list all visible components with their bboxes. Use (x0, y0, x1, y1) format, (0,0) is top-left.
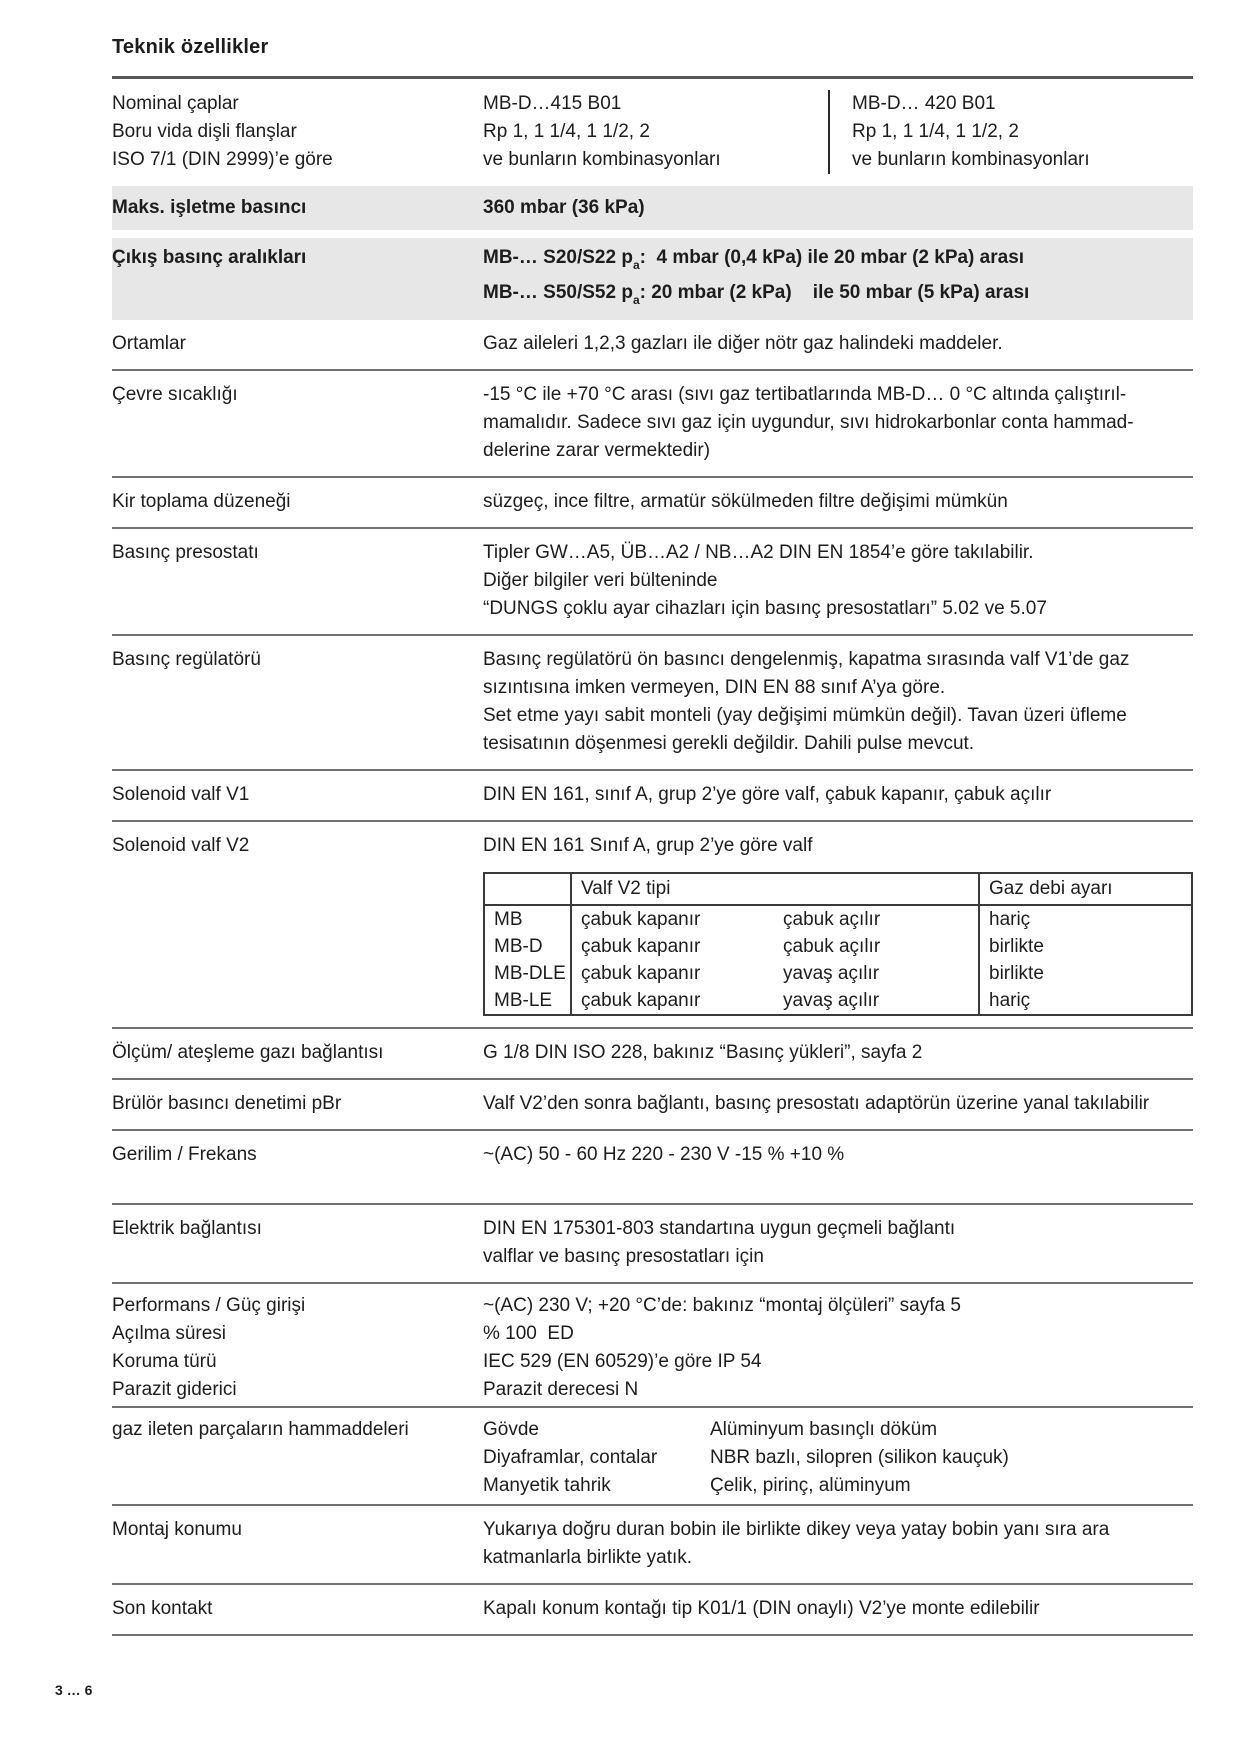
row-value (483, 1595, 1193, 1623)
value-line: tesisatının döşenmesi gerekli değildir. Dahili pulse mevcut. (483, 733, 975, 754)
row-label: Solenoid valf V1 (112, 784, 250, 805)
closing-behavior: çabuk kapanır (581, 936, 701, 957)
row-label: Kir toplama düzeneği (112, 491, 291, 512)
value-line: ve bunların kombinasyonları (483, 149, 721, 170)
label-line: Boru vida dişli flanşlar (112, 121, 297, 142)
value-line: Set etme yayı sabit monteli (yay değişimi mümkün değil). Tavan üzeri üfleme (483, 705, 1127, 726)
table-cell-model: MB (494, 909, 523, 930)
row-value (483, 1416, 1193, 1500)
value-line: Kapalı konum kontağı tip K01/1 (DIN onaylı) V2’ye monte edilebilir (483, 1598, 1040, 1619)
value-line: sızıntısına imken vermeyen, DIN EN 88 sınıf A’ya göre. (483, 677, 946, 698)
row-label: Brülör basıncı denetimi pBr (112, 1093, 342, 1114)
valve-type-table (483, 872, 1193, 1016)
value-text: MB-… S20/S22 p (483, 247, 633, 268)
value-line: süzgeç, ince filtre, armatür sökülmeden filtre değişimi mümkün (483, 491, 1008, 512)
value-line: “DUNGS çoklu ayar cihazları için basınç presostatları” 5.02 ve 5.07 (483, 598, 1047, 619)
value-line: Rp 1, 1 1/4, 1 1/2, 2 (852, 121, 1019, 142)
spec-table (112, 0, 1193, 1636)
material-item (483, 1444, 1193, 1472)
row-measurement-ignition-connection (112, 1029, 1193, 1080)
value-line: valflar ve basınç presostatları için (483, 1246, 764, 1267)
closing-behavior: çabuk kapanır (581, 909, 701, 930)
page-number: 3 … 6 (55, 1682, 93, 1698)
opening-behavior: çabuk açılır (783, 909, 881, 930)
value-line: DIN EN 161, sınıf A, grup 2’ye göre valf, çabuk kapanır, çabuk açılır (483, 784, 1052, 805)
row-label: Son kontakt (112, 1598, 213, 1619)
table-cell-type (570, 960, 980, 987)
value-line: delerine zarar vermektedir) (483, 440, 711, 461)
value-line: DIN EN 161 Sınıf A, grup 2’ye göre valf (483, 835, 813, 856)
row-value (483, 832, 1193, 1016)
closing-behavior: çabuk kapanır (581, 990, 701, 1011)
value-line: Parazit derecesi N (483, 1379, 639, 1400)
value-text: MB-… S50/S52 p (483, 282, 633, 303)
value-line: G 1/8 DIN ISO 228, bakınız “Basınç yükleri”, sayfa 2 (483, 1042, 923, 1063)
table-cell-type (570, 987, 980, 1014)
label-line: Parazit giderici (112, 1379, 237, 1400)
opening-behavior: yavaş açılır (783, 963, 880, 984)
row-label: Montaj konumu (112, 1519, 242, 1540)
table-cell-type (570, 933, 980, 960)
material-name: Alüminyum basınçlı döküm (710, 1419, 938, 1440)
value-line: Yukarıya doğru duran bobin ile birlikte dikey veya yatay bobin yanı sıra ara (483, 1519, 1110, 1540)
subscript-a: a (632, 258, 640, 272)
opening-behavior: yavaş açılır (783, 990, 880, 1011)
value-line: DIN EN 175301-803 standartına uygun geçmeli bağlantı (483, 1218, 956, 1239)
row-voltage-frequency (112, 1131, 1193, 1205)
value-line (483, 279, 1193, 314)
row-label: Çevre sıcaklığı (112, 384, 238, 405)
material-name: NBR bazlı, silopren (silikon kauçuk) (710, 1447, 1009, 1468)
value-line: Diğer bilgiler veri bülteninde (483, 570, 718, 591)
row-media (112, 320, 1193, 371)
table-cell-flow: hariç (989, 990, 1031, 1011)
row-label (112, 1292, 483, 1404)
row-pressure-switch (112, 529, 1193, 636)
row-gas-wetted-materials (112, 1408, 1193, 1506)
value-line: ~(AC) 50 - 60 Hz 220 - 230 V -15 % +10 % (483, 1144, 845, 1165)
opening-behavior: çabuk açılır (783, 936, 881, 957)
value-line: Rp 1, 1 1/4, 1 1/2, 2 (483, 121, 650, 142)
row-end-contact (112, 1585, 1193, 1636)
row-electrical-connection (112, 1205, 1193, 1284)
row-solenoid-valve-v1 (112, 771, 1193, 822)
row-value (483, 539, 1193, 623)
label-line: Koruma türü (112, 1351, 217, 1372)
row-mounting-position (112, 1506, 1193, 1585)
row-burner-pressure-control (112, 1080, 1193, 1131)
row-label: Solenoid valf V2 (112, 835, 250, 856)
row-value (483, 646, 1193, 758)
row-solenoid-valve-v2 (112, 822, 1193, 1029)
material-part: Manyetik tahrik (483, 1475, 611, 1496)
row-label (112, 90, 483, 174)
row-value (483, 1516, 1193, 1572)
row-value (483, 381, 1193, 465)
row-pressure-regulator (112, 636, 1193, 771)
table-cell-flow: hariç (989, 909, 1031, 930)
row-value (483, 1141, 1193, 1169)
value-line: Gaz aileleri 1,2,3 gazları ile diğer nötr gaz halindeki maddeler. (483, 333, 1003, 354)
label-line: Performans / Güç girişi (112, 1295, 306, 1316)
row-value (483, 1292, 1193, 1404)
row-value (483, 781, 1193, 809)
label-line: ISO 7/1 (DIN 2999)’e göre (112, 149, 333, 170)
row-value (483, 488, 1193, 516)
row-value (483, 330, 1193, 358)
table-header-empty (485, 874, 570, 906)
row-outlet-pressure-ranges (112, 238, 1193, 320)
closing-behavior: çabuk kapanır (581, 963, 701, 984)
value-line (483, 244, 1193, 279)
row-ambient-temperature (112, 371, 1193, 478)
material-item (483, 1472, 1193, 1500)
value-line: ve bunların kombinasyonları (852, 149, 1090, 170)
row-label: Ortamlar (112, 333, 186, 354)
row-dirt-trap (112, 478, 1193, 529)
subscript-a: a (632, 293, 640, 307)
table-header-valve-type: Valf V2 tipi (570, 874, 980, 906)
page-title: Teknik özellikler (112, 36, 269, 58)
table-cell-model: MB-DLE (494, 963, 566, 984)
value-line: Valf V2’den sonra bağlantı, basınç presostatı adaptörün üzerine yanal takılabilir (483, 1093, 1150, 1114)
table-cell-flow: birlikte (989, 963, 1044, 984)
material-part: Diyaframlar, contalar (483, 1447, 658, 1468)
row-value (483, 244, 1193, 314)
row-label: gaz ileten parçaların hammaddeleri (112, 1419, 409, 1440)
highlight-gap (112, 230, 1193, 238)
row-value (483, 1215, 1193, 1271)
row-value: 360 mbar (36 kPa) (483, 197, 645, 218)
value-line: IEC 529 (EN 60529)’e göre IP 54 (483, 1351, 762, 1372)
table-cell-flow: birlikte (989, 936, 1044, 957)
row-max-operating-pressure (112, 186, 1193, 230)
table-cell-type (570, 906, 980, 933)
value-line: Basınç regülatörü ön basıncı dengelenmiş, kapatma sırasında valf V1’de gaz (483, 649, 1130, 670)
value-line: Tipler GW…A5, ÜB…A2 / NB…A2 DIN EN 1854’e göre takılabilir. (483, 542, 1034, 563)
row-value (483, 1090, 1193, 1118)
row-label: Çıkış basınç aralıkları (112, 247, 307, 268)
material-item (483, 1416, 1193, 1444)
label-line: Nominal çaplar (112, 93, 239, 114)
row-label: Basınç regülatörü (112, 649, 261, 670)
row-performance-power (112, 1284, 1193, 1408)
value-line: mamalıdır. Sadece sıvı gaz için uygundur, sıvı hidrokarbonlar conta hammad- (483, 412, 1134, 433)
label-line: Açılma süresi (112, 1323, 227, 1344)
value-line: -15 °C ile +70 °C arası (sıvı gaz tertibatlarında MB-D… 0 °C altında çalıştırıl- (483, 384, 1127, 405)
value-line: ~(AC) 230 V; +20 °C’de: bakınız “montaj ölçüleri” sayfa 5 (483, 1295, 961, 1316)
row-label: Maks. işletme basıncı (112, 197, 307, 218)
variant-column-415 (483, 90, 828, 174)
row-nominal-diameters (112, 79, 1193, 186)
row-label: Basınç presostatı (112, 542, 259, 563)
row-value (483, 1039, 1193, 1067)
table-cell-model: MB-D (494, 936, 543, 957)
material-name: Çelik, pirinç, alüminyum (710, 1475, 911, 1496)
value-text: : 4 mbar (0,4 kPa) ile 20 mbar (2 kPa) arası (639, 247, 1025, 268)
value-line: % 100 ED (483, 1323, 574, 1344)
row-label: Elektrik bağlantısı (112, 1218, 262, 1239)
value-line: MB-D…415 B01 (483, 93, 622, 114)
row-label: Ölçüm/ ateşleme gazı bağlantısı (112, 1042, 384, 1063)
value-text: : 20 mbar (2 kPa) ile 50 mbar (5 kPa) arası (639, 282, 1030, 303)
variant-column-420 (828, 90, 1193, 174)
value-line: katmanlarla birlikte yatık. (483, 1547, 693, 1568)
row-label: Gerilim / Frekans (112, 1144, 257, 1165)
material-part: Gövde (483, 1419, 539, 1440)
table-cell-model: MB-LE (494, 990, 553, 1011)
row-value (483, 90, 1193, 174)
value-line: MB-D… 420 B01 (852, 93, 996, 114)
table-header-flow-adjust: Gaz debi ayarı (980, 874, 1191, 906)
